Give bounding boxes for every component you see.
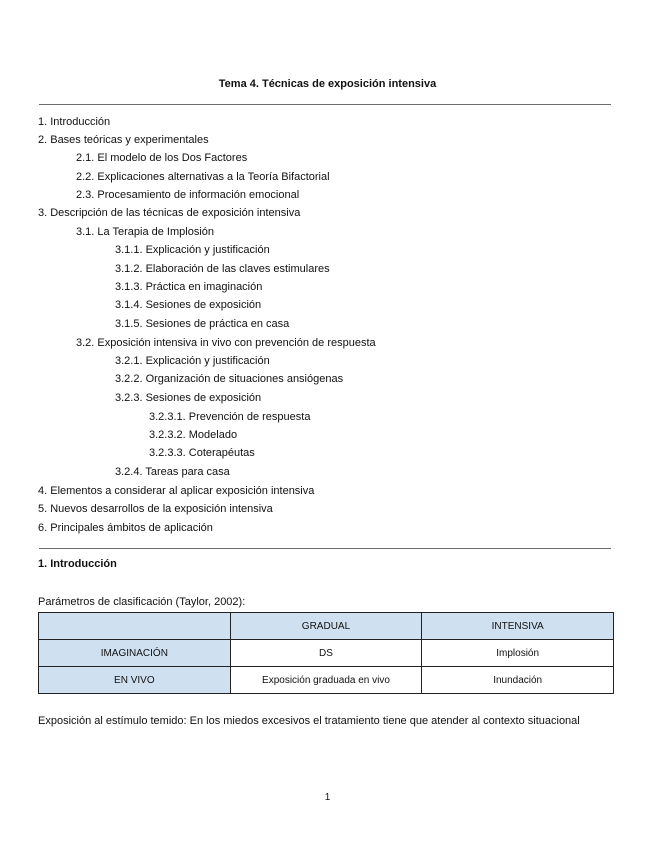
toc-item: 5. Nuevos desarrollos de la exposición intensiva bbox=[38, 503, 273, 515]
toc-item: 3.2.4. Tareas para casa bbox=[115, 466, 230, 478]
toc-item: 3.1.4. Sesiones de exposición bbox=[115, 299, 262, 311]
toc-item: 3.1.1. Explicación y justificación bbox=[115, 244, 270, 256]
table-row bbox=[39, 640, 614, 667]
toc-item: 3.2.3.3. Coterapéutas bbox=[149, 447, 255, 459]
table-cell: Exposición graduada en vivo bbox=[230, 667, 422, 694]
toc-item: 3.1.2. Elaboración de las claves estimulares bbox=[115, 263, 330, 275]
table-row-header: IMAGINACIÓN bbox=[39, 640, 231, 667]
table-cell: Inundación bbox=[422, 667, 614, 694]
toc-item: 3.1.5. Sesiones de práctica en casa bbox=[115, 318, 290, 330]
section-heading: 1. Introducción bbox=[38, 558, 117, 570]
table-header-cell bbox=[39, 613, 231, 640]
table-row bbox=[39, 667, 614, 694]
page-number: 1 bbox=[324, 792, 331, 803]
toc-item: 3.2.1. Explicación y justificación bbox=[115, 355, 270, 367]
document-title: Tema 4. Técnicas de exposición intensiva bbox=[218, 78, 437, 90]
toc-item: 3.2. Exposición intensiva in vivo con prevención de respuesta bbox=[76, 337, 376, 349]
toc-item: 3.2.3.2. Modelado bbox=[149, 429, 238, 441]
table-cell: Implosión bbox=[422, 640, 614, 667]
toc-item: 2. Bases teóricas y experimentales bbox=[38, 134, 209, 146]
table-row-header: EN VIVO bbox=[39, 667, 231, 694]
body-paragraph: Exposición al estímulo temido: En los miedos excesivos el tratamiento tiene que atender al contexto situacional bbox=[38, 715, 580, 727]
table-header-cell: INTENSIVA bbox=[422, 613, 614, 640]
toc-item: 3.1. La Terapia de Implosión bbox=[76, 226, 214, 238]
toc-item: 6. Principales ámbitos de aplicación bbox=[38, 522, 213, 534]
divider-top bbox=[39, 104, 611, 105]
toc-item: 3.2.3. Sesiones de exposición bbox=[115, 392, 262, 404]
table-header-cell: GRADUAL bbox=[230, 613, 422, 640]
parameters-label: Parámetros de clasificación (Taylor, 2002): bbox=[38, 596, 246, 608]
toc-item: 2.3. Procesamiento de información emocional bbox=[76, 189, 300, 201]
toc-item: 2.1. El modelo de los Dos Factores bbox=[76, 152, 248, 164]
toc-item: 3.2.3.1. Prevención de respuesta bbox=[149, 411, 311, 423]
table-cell: DS bbox=[230, 640, 422, 667]
toc-item: 3.1.3. Práctica en imaginación bbox=[115, 281, 263, 293]
toc-item: 3. Descripción de las técnicas de exposición intensiva bbox=[38, 207, 301, 219]
toc-item: 3.2.2. Organización de situaciones ansiógenas bbox=[115, 373, 344, 385]
table-header-row bbox=[39, 613, 614, 640]
classification-table bbox=[38, 612, 614, 694]
divider-bottom bbox=[39, 548, 611, 549]
toc-item: 2.2. Explicaciones alternativas a la Teoría Bifactorial bbox=[76, 171, 330, 183]
toc-item: 4. Elementos a considerar al aplicar exposición intensiva bbox=[38, 485, 315, 497]
toc-item: 1. Introducción bbox=[38, 116, 111, 128]
